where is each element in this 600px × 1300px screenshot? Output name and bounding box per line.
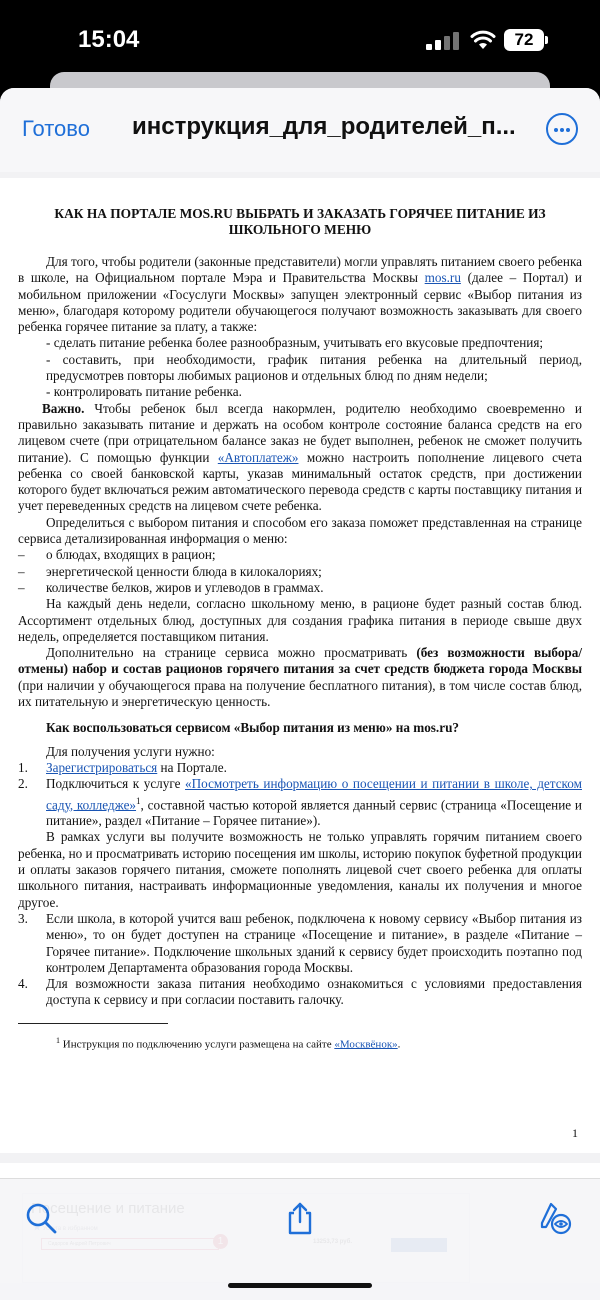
wifi-icon: [470, 30, 496, 50]
share-icon[interactable]: [283, 1201, 317, 1235]
howto-heading: Как воспользоваться сервисом «Выбор питания из меню» на mos.ru?: [46, 720, 460, 736]
battery-tip: [545, 36, 548, 44]
menu-list-item: – о блюдах, входящих в рацион;: [18, 547, 216, 563]
doc-title: КАК НА ПОРТАЛЕ MOS.RU ВЫБРАТЬ И ЗАКАЗАТЬ ГОРЯЧЕЕ ПИТАНИЕ ИЗ ШКОЛЬНОГО МЕНЮ: [54, 206, 546, 237]
service-paragraph: В рамках услуги вы получите возможность не только управлять горячим питанием своего ребенка, но и просматривать историю посещения им школы, историю покупок буфетной продукции и оплаты заказов горячего питания, сможете пополнять лицевой счет своего ребенка для оплаты школьного питания, настраивать информационные уведомления, каналы их получения и многое другое.: [18, 829, 582, 910]
step-item: 3. Если школа, в которой учится ваш ребенок, подключена к новому сервису «Выбор питания из меню», то он будет доступен на странице «Посещение и питание», в разделе «Питание – Горячее питание». Подключение школьных зданий к сервису будет происходить поэтапно под контролем Департамента образования города Москвы.: [18, 910, 582, 975]
autopay-link[interactable]: «Автоплатеж»: [217, 449, 299, 465]
goal-item: - составить, при необходимости, график питания ребенка на длительный период, предусмотрев повторы любимых рационов и отдельных блюд по дням недели;: [46, 351, 582, 384]
bottom-toolbar: [0, 1178, 600, 1300]
done-button[interactable]: Готово: [22, 116, 90, 141]
step-item: 2. Подключиться к услуге «Посмотреть информацию о посещении и питании в школе, детском саду, колледже»$^1$, составной частью которой является данный сервис (страница «Посещение и питание», раздел «Питание – Горячее питание»).: [18, 776, 582, 829]
menu-list-item: – количестве белков, жиров и углеводов в граммах.: [18, 579, 324, 595]
important-paragraph: Важно. Чтобы ребенок был всегда накормлен, родителю необходимо своевременно и правильно заказывать питание и держать на особом контроле состояние баланса средств на его лицевом счете (при отрицательном балансе заказ не будет выполнен, ребенок не сможет получить питание). С помощью функции «Автоплатеж» можно настроить пополнение лицевого счета ребенка со своей банковской карты, указав минимальный остаток средств, при достижении которого будет включаться режим автоматического перевода средств с карты поставщику питания и учет переведенных средств на лицевом счете ребенка.: [18, 400, 582, 514]
battery-indicator: 72: [504, 29, 544, 51]
intro-paragraph: Для того, чтобы родители (законные представители) могли управлять питанием своего ребенка в школе, на Официальном портале Мэра и Правительства Москвы mos.ru (далее – Портал) и мобильном приложении «Госуслуги Москвы» запущен электронный сервис «Выбор питания из меню», благодаря которому родители обучающегося получают возможность заказывать для своего ребенка горячее питание за плату, а также:: [18, 254, 582, 335]
goal-item: - сделать питание ребенка более разнообразным, учитывать его вкусовые предпочтения;: [46, 335, 544, 351]
pdf-page: [0, 178, 600, 1153]
status-bar: [0, 0, 600, 78]
document-body: [18, 206, 582, 1051]
document-viewer: [0, 88, 600, 1300]
step-item: 1. Зарегистрироваться на Портале.: [18, 759, 227, 775]
menu-list-item: – энергетической ценности блюда в килокалориях;: [18, 563, 322, 579]
step-item: 4. Для возможности заказа питания необходимо ознакомиться с условиями предоставления доступа к сервису и при согласии поставить галочку.: [18, 976, 582, 1008]
navigation-bar: [0, 88, 600, 172]
moskvenok-link[interactable]: «Москвёнок»: [334, 1038, 398, 1051]
register-link[interactable]: Зарегистрироваться: [46, 759, 158, 775]
document-title: инструкция_для_родителей_п...: [132, 113, 516, 140]
footnote: $^1$ Инструкция по подключению услуги размещена на сайте «Москвёнок».: [56, 1035, 401, 1051]
page-number: 1: [572, 1126, 578, 1140]
search-icon[interactable]: [24, 1201, 58, 1235]
menu-info-paragraph: Определиться с выбором питания и способом его заказа поможет представленная на странице сервиса детализированная информация о меню:: [18, 514, 582, 547]
cellular-signal-icon: [426, 32, 460, 50]
service-link[interactable]: «Посмотреть информацию о посещении и питании в школе, детском саду, колледже»: [46, 776, 582, 812]
need-paragraph: Для получения услуги нужно:: [46, 743, 215, 759]
footnote-divider: [18, 1023, 168, 1024]
status-time: 15:04: [78, 26, 140, 53]
home-indicator: [228, 1283, 372, 1288]
more-options-icon[interactable]: [546, 113, 578, 145]
daily-paragraph: На каждый день недели, согласно школьному меню, в рационе будет разный состав блюд. Ассортимент отдельных блюд, доступных для создания графика питания в периоде свыше двух недель, определяется поставщиком питания.: [18, 596, 582, 644]
mos-ru-link[interactable]: mos.ru: [424, 270, 461, 286]
additional-paragraph: Дополнительно на странице сервиса можно просматривать (без возможности выбора/отмены) набор и состав рационов горячего питания за счет средств бюджета города Москвы (при наличии у обучающегося права на получение бесплатного питания), в том числе состав блюд, их питательную и энергетическую ценность.: [18, 645, 582, 710]
goal-item: - контролировать питание ребенка.: [46, 384, 242, 400]
markup-icon[interactable]: [538, 1201, 572, 1235]
